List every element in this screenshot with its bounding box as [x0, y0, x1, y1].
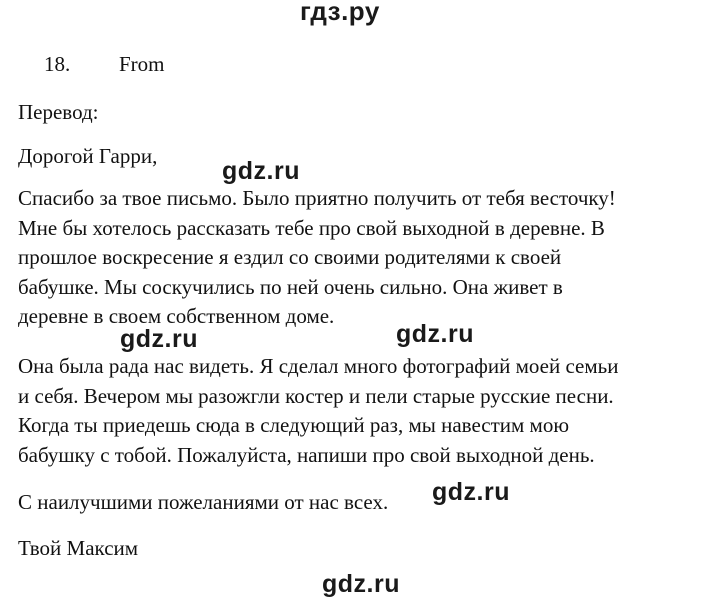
paragraph-line: прошлое воскресение я ездил со своими родителями к своей	[18, 245, 562, 269]
paragraph-line: и себя. Вечером мы разожгли костер и пели старые русские песни.	[18, 383, 614, 408]
watermark-mid-1: gdz.ru	[222, 157, 300, 185]
paragraph-line: Она была рада нас видеть. Я сделал много фотографий моей семьи	[18, 354, 619, 378]
watermark-mid-3: gdz.ru	[120, 325, 198, 353]
task-number: 18.	[44, 52, 71, 76]
watermark-mid-2: gdz.ru	[396, 320, 474, 348]
paragraph-line: Спасибо за твое письмо. Было приятно получить от тебя весточку!	[18, 186, 616, 210]
paragraph-line: Мне бы хотелось рассказать тебе про свой выходной в деревне. В	[18, 215, 605, 240]
watermark-bottom: gdz.ru	[322, 570, 400, 598]
task-word: From	[119, 52, 165, 76]
paragraph-line: Когда ты приедешь сюда в следующий раз, мы навестим мою	[18, 413, 570, 437]
letter-signature: Твой Максим	[18, 536, 139, 560]
watermark-top: гдз.ру	[300, 0, 380, 26]
letter-paragraph-2	[18, 352, 618, 470]
letter-greeting: Дорогой Гарри,	[18, 144, 158, 168]
letter-paragraph-1	[18, 184, 616, 332]
paragraph-line: деревне в своем собственном доме.	[18, 304, 335, 328]
paragraph-line: бабушку с тобой. Пожалуйста, напиши про свой выходной день.	[18, 442, 595, 467]
paragraph-line: бабушке. Мы соскучились по ней очень сильно. Она живет в	[18, 274, 563, 299]
letter-closing: С наилучшими пожеланиями от нас всех.	[18, 490, 389, 514]
watermark-mid-4: gdz.ru	[432, 478, 510, 506]
translation-label: Перевод:	[18, 100, 99, 124]
